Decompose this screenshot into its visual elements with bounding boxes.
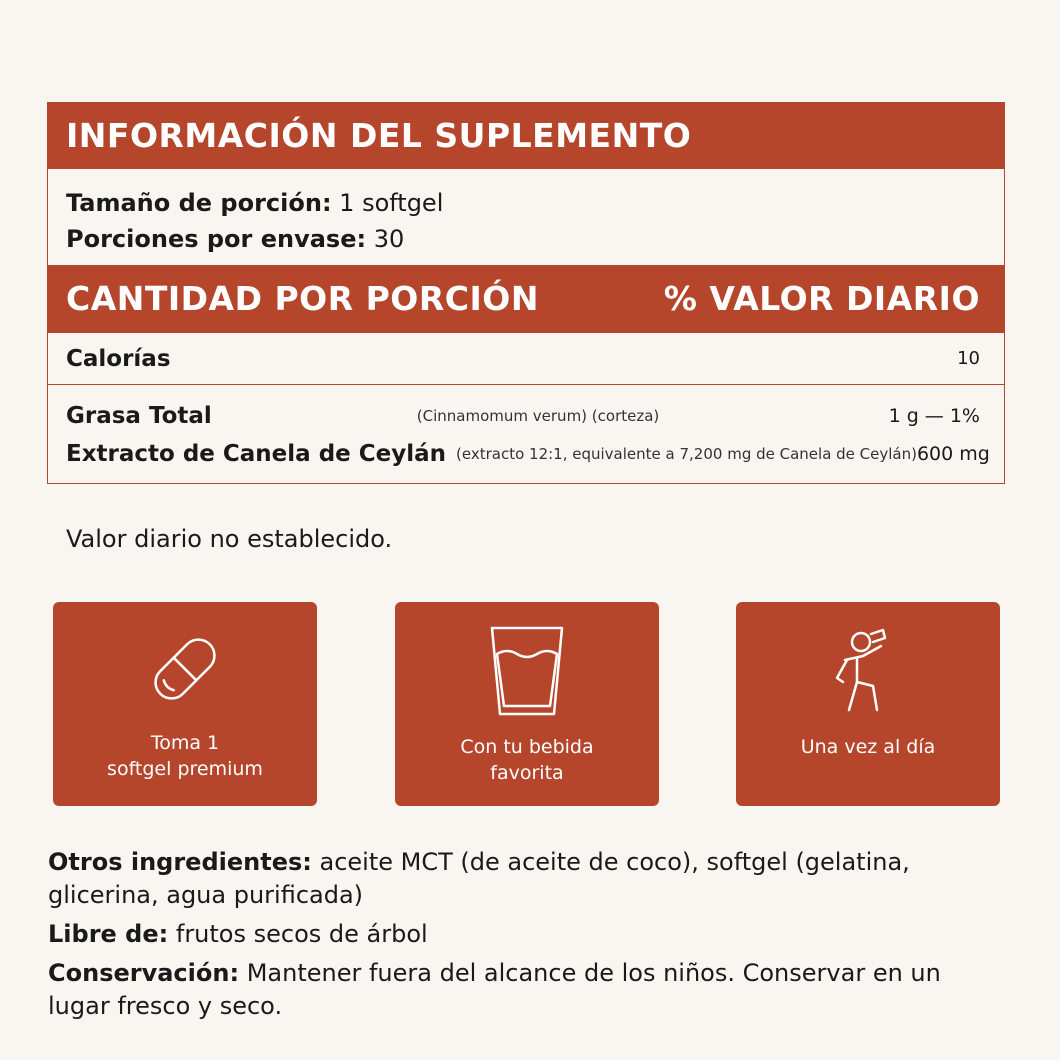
calories-value: 10 <box>957 348 980 369</box>
nutrient-value: 600 mg <box>916 443 990 465</box>
nutrient-value: 1 g — 1% <box>888 405 980 427</box>
calories-row <box>48 333 1004 385</box>
glass-icon <box>482 624 572 718</box>
capsule-icon <box>140 624 230 714</box>
person-drinking-icon <box>823 624 913 718</box>
usage-card-drink <box>395 602 659 806</box>
nutrient-note: (extracto 12:1, equivalente a 7,200 mg de Canela de Ceylán) <box>456 445 917 463</box>
daily-value-header: % VALOR DIARIO <box>663 279 980 318</box>
card-caption: Una vez al día <box>800 736 936 758</box>
other-ingredients <box>48 846 1008 912</box>
storage-label: Conservación: <box>48 959 240 987</box>
card-caption: Toma 1 softgel premium <box>107 732 263 780</box>
daily-value-footnote: Valor diario no establecido. <box>66 525 393 553</box>
serving-size <box>66 185 443 221</box>
usage-card-dose <box>53 602 317 806</box>
serving-info <box>66 185 443 257</box>
servings-label: Porciones por envase: <box>66 225 367 253</box>
supplement-facts-panel <box>47 102 1005 484</box>
serving-size-value: 1 softgel <box>331 189 444 217</box>
storage-value: Mantener fuera del alcance de los niños. Conservar en un lugar fresco y seco. <box>48 959 941 1020</box>
amount-header: CANTIDAD POR PORCIÓN <box>66 279 539 318</box>
storage <box>48 957 1008 1023</box>
nutrient-label: Extracto de Canela de Ceylán <box>66 441 447 467</box>
calories-label: Calorías <box>66 345 171 372</box>
amount-header-bar <box>48 265 1004 333</box>
serving-size-label: Tamaño de porción: <box>66 189 332 217</box>
ingredients-section <box>48 846 1008 1029</box>
servings-value: 30 <box>366 225 405 253</box>
nutrient-row <box>66 437 990 471</box>
nutrient-row <box>66 399 980 433</box>
free-from <box>48 918 1008 951</box>
other-ingredients-value: aceite MCT (de aceite de coco), softgel (gelatina, glicerina, agua purificada) <box>48 848 910 909</box>
nutrient-note: (Cinnamomum verum) (corteza) <box>416 407 660 425</box>
card-caption: Con tu bebida favorita <box>460 736 594 784</box>
free-from-label: Libre de: <box>48 920 169 948</box>
nutrient-label: Grasa Total <box>66 403 212 429</box>
servings-per-container <box>66 221 443 257</box>
other-ingredients-label: Otros ingredientes: <box>48 848 312 876</box>
usage-card-frequency <box>736 602 1000 806</box>
panel-title: INFORMACIÓN DEL SUPLEMENTO <box>48 103 1004 169</box>
free-from-value: frutos secos de árbol <box>168 920 428 948</box>
